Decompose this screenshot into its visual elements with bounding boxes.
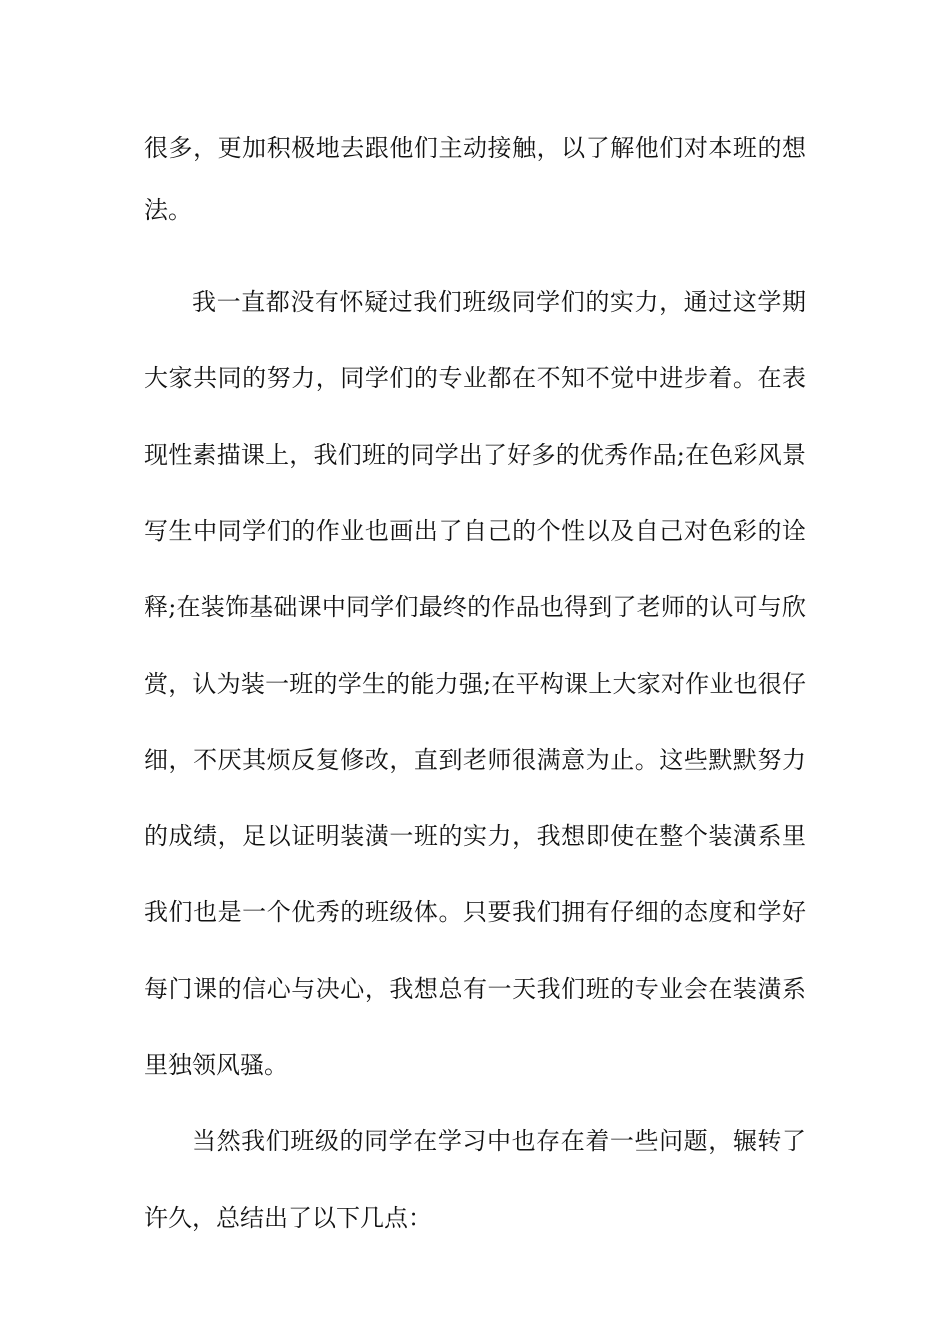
paragraph-2-line-8: 的成绩，足以证明装潢一班的实力，我想即使在整个装潢系里: [144, 822, 806, 850]
paragraph-2-line-9: 我们也是一个优秀的班级体。只要我们拥有仔细的态度和学好: [144, 898, 806, 926]
paragraph-3-line-2: 许久，总结出了以下几点：: [144, 1204, 432, 1232]
paragraph-2-line-11: 里独领风骚。: [144, 1051, 288, 1079]
paragraph-2-line-3: 现性素描课上，我们班的同学出了好多的优秀作品;在色彩风景: [144, 441, 806, 469]
paragraph-2-line-6: 赏，认为装一班的学生的能力强;在平构课上大家对作业也很仔: [144, 670, 806, 698]
paragraph-1-line-1: 很多，更加积极地去跟他们主动接触，以了解他们对本班的想: [144, 134, 806, 162]
paragraph-2-line-5: 释;在装饰基础课中同学们最终的作品也得到了老师的认可与欣: [144, 593, 806, 621]
paragraph-1-line-2: 法。: [144, 196, 192, 224]
paragraph-2-line-1: 我一直都没有怀疑过我们班级同学们的实力，通过这学期: [192, 288, 806, 316]
paragraph-2-line-7: 细，不厌其烦反复修改，直到老师很满意为止。这些默默努力: [144, 746, 806, 774]
paragraph-2-line-10: 每门课的信心与决心，我想总有一天我们班的专业会在装潢系: [144, 975, 806, 1003]
paragraph-2-line-4: 写生中同学们的作业也画出了自己的个性以及自己对色彩的诠: [144, 517, 806, 545]
paragraph-3-line-1: 当然我们班级的同学在学习中也存在着一些问题，辗转了: [192, 1127, 806, 1155]
paragraph-2-line-2: 大家共同的努力，同学们的专业都在不知不觉中进步着。在表: [144, 364, 806, 392]
